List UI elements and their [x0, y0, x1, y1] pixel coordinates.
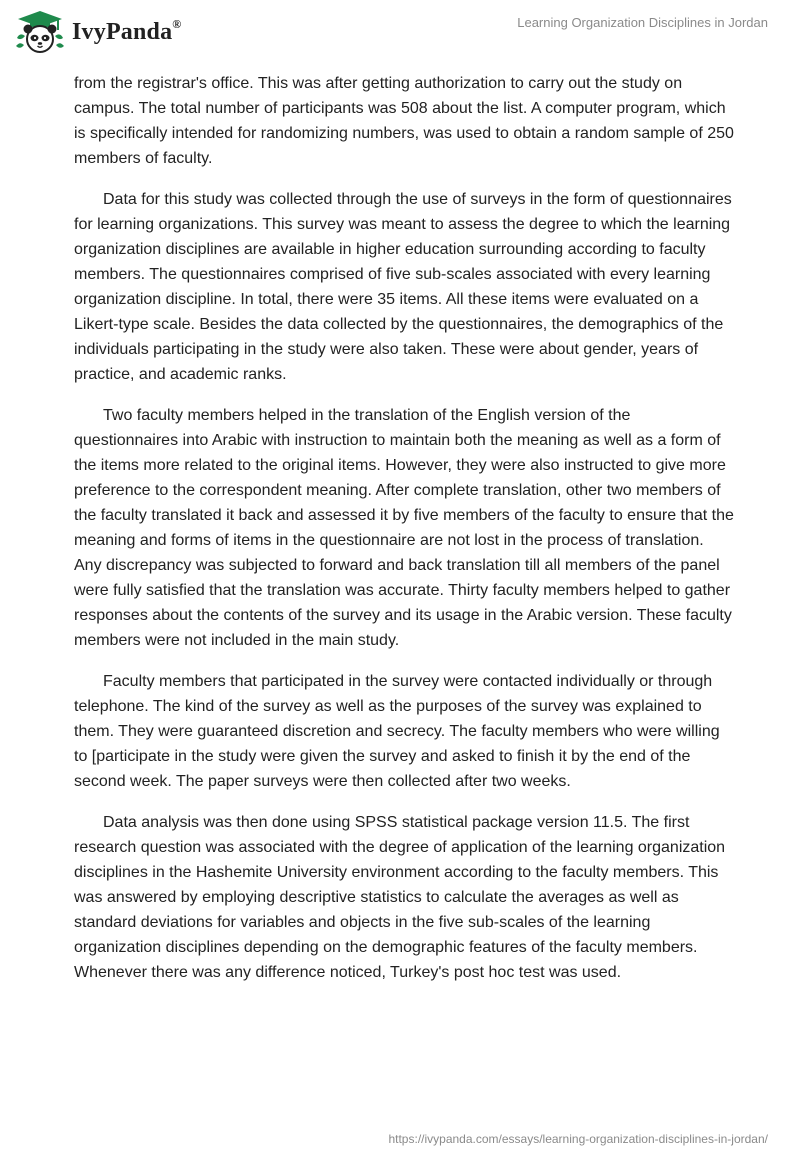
paragraph-3: Two faculty members helped in the translation of the English version of the questionnaires into Arabic with instruction to maintain both the meaning as well as a form of the items more related to the original items. However, they were also instructed to give more preference to the correspondent meaning. After complete translation, other two members of the faculty translated it back and assessed it by five members of the faculty to ensure that the meaning and forms of items in the questionnaire are not lost in the process of translation. Any discrepancy was subjected to forward and back translation till all members of the panel were fully satisfied that the translation was accurate. Thirty faculty members helped to gather responses about the contents of the survey and its usage in the Arabic version. These faculty members were not included in the main study. — [74, 407, 734, 649]
footer-url[interactable]: https://ivypanda.com/essays/learning-organization-disciplines-in-jordan/ — [388, 1132, 768, 1146]
paragraph-5: Data analysis was then done using SPSS statistical package version 11.5. The first research question was associated with the degree of application of the learning organization disciplines in the Hashemite University environment according to the faculty members. This was answered by employing descriptive statistics to calculate the averages as well as standard deviations for variables and objects in the five sub-scales of the learning organization disciplines depending on the demographic features of the faculty members. Whenever there was any difference noticed, Turkey's post hoc test was used. — [74, 814, 726, 981]
panda-graduation-icon — [14, 10, 66, 54]
brand-name-text: IvyPanda — [72, 19, 173, 45]
brand-logo[interactable] — [14, 10, 181, 54]
document-title: Learning Organization Disciplines in Jordan — [517, 15, 768, 30]
paragraph-4: Faculty members that participated in the survey were contacted individually or through telephone. The kind of the survey as well as the purposes of the survey was explained to them. They were guaranteed discretion and secrecy. The faculty members who were willing to [participate in the study were given the survey and asked to finish it by the end of the second week. The paper surveys were then collected after two weeks. — [74, 673, 720, 790]
registered-mark: ® — [172, 17, 182, 31]
essay-body — [74, 71, 734, 1001]
page-header — [0, 0, 800, 68]
brand-name — [72, 17, 182, 45]
paragraph-2: Data for this study was collected through the use of surveys in the form of questionnaires for learning organizations. This survey was meant to assess the degree to which the learning organization disciplines are available in higher education surrounding according to faculty members. The questionnaires comprised of five sub-scales associated with every learning organization discipline. In total, there were 35 items. All these items were evaluated on a Likert-type scale. Besides the data collected by the questionnaires, the demographics of the individuals participating in the study were also taken. These were about gender, years of practice, and academic ranks. — [74, 191, 732, 383]
paragraph-1: from the registrar's office. This was after getting authorization to carry out the study on campus. The total number of participants was 508 about the list. A computer program, which is specifically intended for randomizing numbers, was used to obtain a random sample of 250 members of faculty. — [74, 75, 734, 167]
